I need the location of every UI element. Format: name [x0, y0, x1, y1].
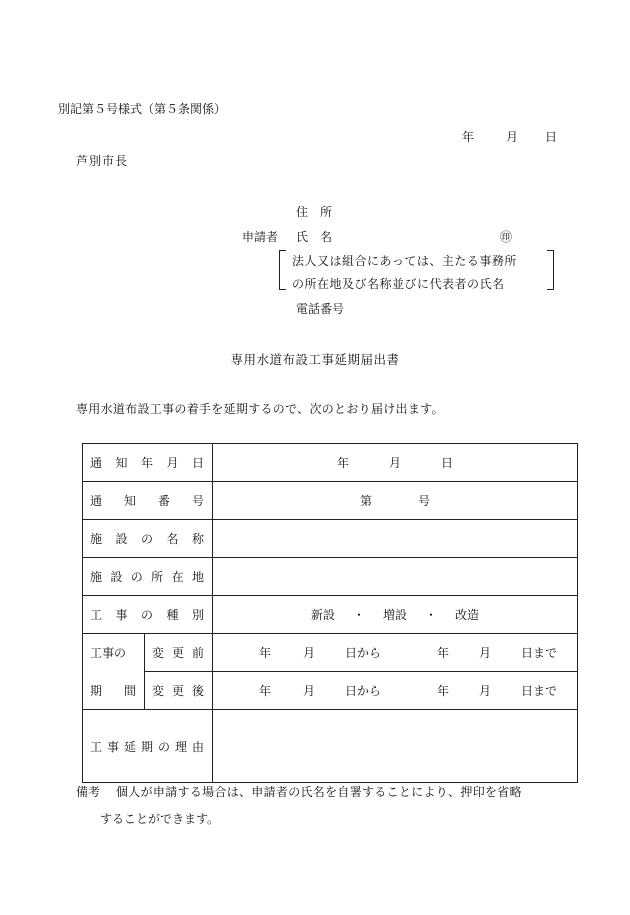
before-end-day: 日まで	[521, 646, 558, 660]
label-work-period-top: 工事の	[83, 634, 145, 672]
row-period-after	[83, 672, 578, 710]
label-work-period-bottom	[83, 672, 145, 710]
label-char: の	[158, 739, 171, 754]
label-char: 在	[171, 570, 184, 584]
label-char: 地	[191, 570, 204, 584]
form-number-label: 別記第５号様式（第５条関係）	[58, 102, 227, 116]
row-delay-reason	[83, 710, 578, 783]
work-type-field[interactable]	[213, 596, 578, 634]
before-start-month: 月	[303, 646, 316, 660]
label-char: 更	[172, 646, 185, 660]
number-prefix: 第	[359, 494, 372, 508]
label-char: 名	[166, 532, 179, 546]
after-end-year: 年	[437, 684, 450, 698]
option-expand[interactable]: 増設	[383, 608, 408, 622]
date-year: 年	[462, 130, 475, 144]
label-char: 通	[90, 456, 103, 470]
row-facility-location	[83, 558, 578, 596]
after-end-day: 日まで	[521, 684, 558, 698]
after-start-year: 年	[259, 684, 272, 698]
label-char: 由	[192, 739, 205, 754]
notice-month-unit: 月	[389, 456, 402, 470]
application-form-table	[82, 443, 578, 783]
note-line1: 個人が申請する場合は、申請者の氏名を自署することにより、押印を省略	[116, 785, 522, 799]
left-bracket	[279, 250, 286, 290]
label-char: 設	[110, 570, 123, 584]
corp-note-line1: 法人又は組合にあっては、主たる事務所	[292, 254, 517, 268]
label-char: 設	[115, 532, 128, 546]
label-char: 所	[151, 570, 164, 584]
facility-location-field[interactable]	[213, 558, 578, 596]
label-char: 期	[141, 739, 154, 754]
row-facility-name	[83, 520, 578, 558]
label-char: 番	[158, 494, 171, 508]
label-char: 知	[115, 456, 128, 470]
after-end-month: 月	[479, 684, 492, 698]
label-char: 施	[90, 570, 103, 584]
label-char: の	[141, 608, 154, 622]
label-facility-location	[83, 558, 213, 596]
label-char: 種	[166, 608, 179, 622]
before-end-year: 年	[437, 646, 450, 660]
note-heading: 備考	[76, 785, 101, 799]
label-char: 別	[192, 608, 205, 622]
label-char: 知	[124, 494, 137, 508]
notice-date-field[interactable]	[213, 444, 578, 482]
number-suffix: 号	[418, 494, 431, 508]
applicant-label: 申請者	[242, 230, 279, 244]
before-start-day: 日から	[345, 646, 382, 660]
label-char: 工	[90, 608, 103, 622]
date-month: 月	[506, 130, 519, 144]
label-delay-reason	[83, 710, 213, 783]
option-separator: ・	[425, 608, 438, 622]
address-label: 住 所	[296, 205, 333, 219]
row-notice-date	[83, 444, 578, 482]
before-start-year: 年	[259, 646, 272, 660]
option-modify[interactable]: 改造	[455, 608, 480, 622]
addressee: 芦別市長	[76, 154, 129, 168]
label-facility-name	[83, 520, 213, 558]
label-char: 事	[115, 608, 128, 622]
label-char: 施	[90, 532, 103, 546]
date-day: 日	[545, 130, 558, 144]
period-after-field[interactable]	[213, 672, 578, 710]
period-before-field[interactable]	[213, 634, 578, 672]
phone-label: 電話番号	[296, 302, 345, 316]
option-separator: ・	[352, 608, 365, 622]
label-char: 後	[192, 684, 205, 698]
label-char: の	[141, 532, 154, 546]
label-char: 工	[90, 739, 103, 754]
label-char: 号	[192, 494, 205, 508]
document-title: 専用水道布設工事延期届出書	[230, 352, 400, 367]
after-start-month: 月	[303, 684, 316, 698]
label-char: 変	[152, 646, 165, 660]
label-char: 日	[192, 456, 205, 470]
notice-year-unit: 年	[336, 456, 349, 470]
label-char: の	[130, 570, 143, 584]
label-work-type	[83, 596, 213, 634]
intro-text: 専用水道布設工事の着手を延期するので、次のとおり届け出ます。	[76, 402, 444, 416]
option-new[interactable]: 新設	[310, 608, 335, 622]
label-char: 年	[141, 456, 154, 470]
row-period-before	[83, 634, 578, 672]
label-char: 事	[107, 739, 120, 754]
delay-reason-field[interactable]	[213, 710, 578, 783]
note-line2: することができます。	[100, 812, 220, 826]
name-label: 氏 名	[296, 230, 333, 244]
after-start-day: 日から	[345, 684, 382, 698]
label-char: 変	[152, 684, 165, 698]
facility-name-field[interactable]	[213, 520, 578, 558]
label-char: 月	[166, 456, 179, 470]
label-char: 間	[123, 683, 136, 698]
corp-note-line2: の所在地及び名称並びに代表者の氏名	[292, 277, 505, 291]
label-after-change	[145, 672, 213, 710]
label-char: 理	[175, 739, 188, 754]
before-end-month: 月	[479, 646, 492, 660]
label-char: 延	[124, 739, 137, 754]
row-work-type	[83, 596, 578, 634]
notice-number-field[interactable]	[213, 482, 578, 520]
label-before-change	[145, 634, 213, 672]
right-bracket	[547, 250, 554, 290]
label-notice-number	[83, 482, 213, 520]
label-notice-date	[83, 444, 213, 482]
seal-mark: ㊞	[500, 230, 513, 244]
label-char: 通	[90, 494, 103, 508]
row-notice-number	[83, 482, 578, 520]
label-char: 前	[192, 646, 205, 660]
label-char: 更	[172, 684, 185, 698]
label-char: 称	[192, 532, 205, 546]
notice-day-unit: 日	[441, 456, 454, 470]
label-char: 期	[90, 683, 103, 698]
